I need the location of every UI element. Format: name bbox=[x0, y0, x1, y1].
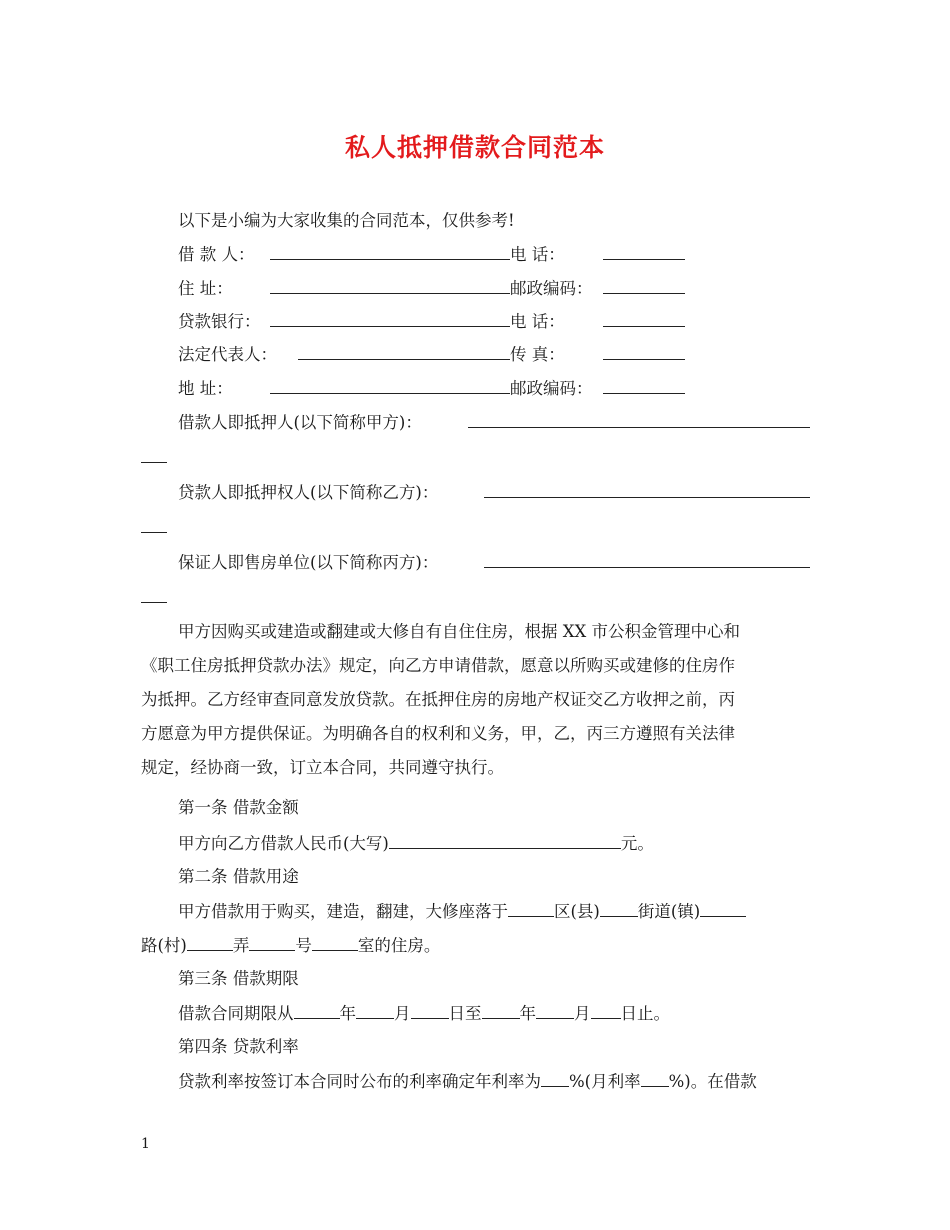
blank-line bbox=[700, 900, 746, 917]
text-segment: 月 bbox=[394, 1004, 411, 1023]
field-label: 贷款银行： bbox=[178, 312, 261, 331]
field-label: 法定代表人： bbox=[178, 345, 277, 364]
preamble-line: 为抵押。乙方经审查同意发放贷款。在抵押住房的房地产权证交乙方收押之前，丙 bbox=[141, 690, 735, 709]
text-segment: 号 bbox=[295, 936, 312, 955]
blank-line bbox=[600, 900, 638, 917]
blank-line bbox=[484, 551, 810, 568]
field-label: 电 话： bbox=[510, 312, 565, 331]
blank-line bbox=[141, 586, 167, 603]
party-a-continuation bbox=[141, 446, 167, 469]
field-label: 地 址： bbox=[178, 379, 233, 398]
article1-text bbox=[178, 832, 654, 855]
field-label: 邮政编码： bbox=[510, 379, 593, 398]
text-segment: 区(县) bbox=[554, 902, 600, 921]
text-segment: %)。在借款 bbox=[668, 1072, 757, 1091]
article2-line2 bbox=[141, 934, 440, 957]
text-segment: 元。 bbox=[620, 834, 654, 853]
blank-line bbox=[294, 1002, 340, 1019]
blank-line bbox=[541, 1070, 569, 1087]
blank-line bbox=[536, 1002, 574, 1019]
blank-line bbox=[591, 1002, 621, 1019]
party-b-continuation bbox=[141, 516, 167, 539]
page-number: 1 bbox=[141, 1136, 150, 1152]
blank-line bbox=[270, 310, 510, 327]
party-label: 借款人即抵押人(以下简称甲方)： bbox=[178, 413, 422, 432]
field-borrower bbox=[178, 243, 685, 266]
field-label: 邮政编码： bbox=[510, 279, 593, 298]
text-segment: 月 bbox=[574, 1004, 591, 1023]
article-heading: 第一条 借款金额 bbox=[178, 798, 299, 817]
text-segment: 年 bbox=[339, 1004, 356, 1023]
field-legal-rep bbox=[178, 343, 685, 366]
blank-line bbox=[641, 1070, 669, 1087]
blank-line bbox=[187, 934, 233, 951]
blank-line bbox=[603, 343, 685, 360]
text-segment: 日止。 bbox=[620, 1004, 670, 1023]
text-segment: 甲方向乙方借款人民币(大写) bbox=[178, 834, 389, 853]
party-label: 贷款人即抵押权人(以下简称乙方)： bbox=[178, 483, 439, 502]
blank-line bbox=[270, 243, 510, 260]
blank-line bbox=[603, 277, 685, 294]
party-c bbox=[178, 551, 810, 574]
text-segment: 弄 bbox=[232, 936, 250, 955]
blank-line bbox=[603, 310, 685, 327]
field-label: 住 址： bbox=[178, 279, 233, 298]
field-address bbox=[178, 277, 685, 300]
article2-line1 bbox=[178, 900, 746, 923]
text-segment: 日至 bbox=[448, 1004, 482, 1023]
text-segment: %(月利率 bbox=[569, 1072, 641, 1091]
blank-line bbox=[312, 934, 358, 951]
text-segment: 年 bbox=[519, 1004, 536, 1023]
document-title: 私人抵押借款合同范本 bbox=[344, 133, 605, 162]
field-label: 传 真： bbox=[510, 345, 565, 364]
blank-line bbox=[468, 411, 810, 428]
party-label: 保证人即售房单位(以下简称丙方)： bbox=[178, 553, 439, 572]
field-label: 借 款 人： bbox=[178, 245, 255, 264]
text-segment: 甲方借款用于购买，建造，翻建，大修座落于 bbox=[178, 902, 508, 921]
field-label: 电 话： bbox=[510, 245, 565, 264]
blank-line bbox=[270, 377, 510, 394]
blank-line bbox=[270, 277, 510, 294]
article-heading: 第二条 借款用途 bbox=[178, 867, 299, 886]
text-segment: 贷款利率按签订本合同时公布的利率确定年利率为 bbox=[178, 1072, 541, 1091]
preamble-line: 规定，经协商一致，订立本合同，共同遵守执行。 bbox=[141, 758, 504, 777]
blank-line bbox=[411, 1002, 449, 1019]
text-segment: 借款合同期限从 bbox=[178, 1004, 294, 1023]
party-b bbox=[178, 481, 810, 504]
preamble-line: 方愿意为甲方提供保证。为明确各自的权利和义务，甲，乙，丙三方遵照有关法律 bbox=[141, 724, 735, 743]
blank-line bbox=[298, 343, 510, 360]
blank-line bbox=[141, 516, 167, 533]
blank-line bbox=[356, 1002, 394, 1019]
party-a bbox=[178, 411, 810, 434]
text-segment: 街道(镇) bbox=[637, 902, 701, 921]
text-segment: 路(村) bbox=[141, 936, 187, 955]
article3-text bbox=[178, 1002, 670, 1025]
field-bank-address bbox=[178, 377, 685, 400]
intro-text: 以下是小编为大家收集的合同范本，仅供参考! bbox=[178, 211, 515, 230]
article4-text bbox=[178, 1070, 757, 1093]
blank-line bbox=[482, 1002, 520, 1019]
blank-line bbox=[484, 481, 810, 498]
text-segment: 室的住房。 bbox=[357, 936, 441, 955]
field-lender-bank bbox=[178, 310, 685, 333]
blank-line bbox=[141, 446, 167, 463]
blank-line bbox=[603, 243, 685, 260]
blank-line bbox=[603, 377, 685, 394]
blank-line bbox=[508, 900, 554, 917]
blank-line bbox=[389, 832, 621, 849]
party-c-continuation bbox=[141, 586, 167, 609]
blank-line bbox=[249, 934, 295, 951]
article-heading: 第三条 借款期限 bbox=[178, 969, 299, 988]
preamble-line: 《职工住房抵押贷款办法》规定，向乙方申请借款，愿意以所购买或建修的住房作 bbox=[141, 656, 735, 675]
article-heading: 第四条 贷款利率 bbox=[178, 1037, 299, 1056]
preamble-line: 甲方因购买或建造或翻建或大修自有自住住房，根据 XX 市公积金管理中心和 bbox=[178, 622, 740, 641]
